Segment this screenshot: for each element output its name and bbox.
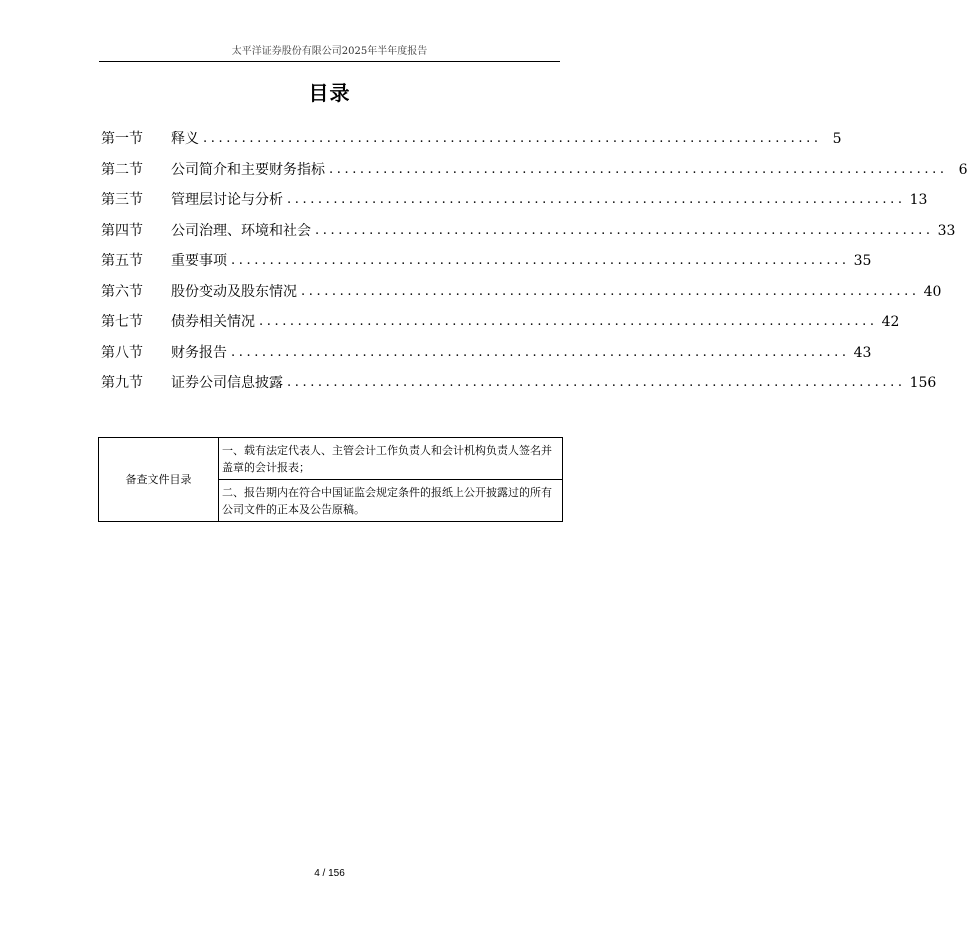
toc-leader-dots: ................................................................................ xyxy=(231,253,850,269)
toc-entry[interactable] xyxy=(101,246,872,277)
toc-section-number: 第二节 xyxy=(101,161,143,178)
toc-entry[interactable] xyxy=(101,338,872,369)
toc-leader-dots: ................................................................................ xyxy=(203,131,822,147)
toc-section-title: 公司治理、环境和社会 xyxy=(171,222,311,239)
toc-section-number: 第四节 xyxy=(101,222,143,239)
reference-documents-table xyxy=(98,437,563,522)
reference-documents-label: 备查文件目录 xyxy=(99,438,219,522)
toc-section-number: 第八节 xyxy=(101,344,143,361)
toc-page-number: 43 xyxy=(853,344,872,361)
toc-section-title: 债券相关情况 xyxy=(171,314,255,331)
toc-section-title: 释义 xyxy=(171,131,199,148)
toc-section-title: 证券公司信息披露 xyxy=(171,375,283,392)
toc-section-number: 第七节 xyxy=(101,314,143,331)
toc-entry[interactable] xyxy=(101,185,928,216)
toc-leader-dots: ................................................................................ xyxy=(315,222,934,238)
toc-section-title: 公司简介和主要财务指标 xyxy=(171,161,325,178)
toc-section-number: 第六节 xyxy=(101,283,143,300)
toc-page-number: 13 xyxy=(909,192,928,209)
reference-document-item: 一、载有法定代表人、主管会计工作负责人和会计机构负责人签名并盖章的会计报表； xyxy=(219,438,563,480)
toc-entry[interactable] xyxy=(101,368,937,399)
toc-page-number: 6 xyxy=(958,161,968,178)
toc-page-number: 40 xyxy=(923,283,942,300)
toc-leader-dots: ................................................................................ xyxy=(301,283,920,299)
toc-page-number: 35 xyxy=(853,253,872,270)
toc-section-title: 重要事项 xyxy=(171,253,227,270)
toc-entry[interactable] xyxy=(101,307,900,338)
toc-section-title: 管理层讨论与分析 xyxy=(171,192,283,209)
toc-section-number: 第九节 xyxy=(101,375,143,392)
toc-entry[interactable] xyxy=(101,277,942,308)
toc-entry[interactable] xyxy=(101,124,842,155)
toc-page-number: 33 xyxy=(937,222,956,239)
toc-page-number: 5 xyxy=(832,131,842,148)
toc-entry[interactable] xyxy=(101,155,968,186)
toc-leader-dots: ................................................................................ xyxy=(287,375,906,391)
toc-section-title: 股份变动及股东情况 xyxy=(171,283,297,300)
toc-section-number: 第一节 xyxy=(101,131,143,148)
toc-entry[interactable] xyxy=(101,216,956,247)
header-divider xyxy=(99,61,560,62)
toc-page-number: 42 xyxy=(881,314,900,331)
toc-section-number: 第三节 xyxy=(101,192,143,209)
table-row xyxy=(99,438,563,480)
toc-page-number: 156 xyxy=(909,375,937,392)
page-number-footer: 4 / 156 xyxy=(314,868,345,879)
page-title: 目录 xyxy=(308,81,351,105)
toc-leader-dots: ................................................................................ xyxy=(231,344,850,360)
reference-document-item: 二、报告期内在符合中国证监会规定条件的报纸上公开披露过的所有公司文件的正本及公告原稿。 xyxy=(219,480,563,522)
toc-leader-dots: ................................................................................ xyxy=(259,314,878,330)
toc-section-number: 第五节 xyxy=(101,253,143,270)
toc-leader-dots: ................................................................................ xyxy=(329,161,948,177)
toc-section-title: 财务报告 xyxy=(171,344,227,361)
table-of-contents xyxy=(101,124,968,399)
running-header: 太平洋证券股份有限公司2025年半年度报告 xyxy=(231,46,428,57)
toc-leader-dots: ................................................................................ xyxy=(287,192,906,208)
